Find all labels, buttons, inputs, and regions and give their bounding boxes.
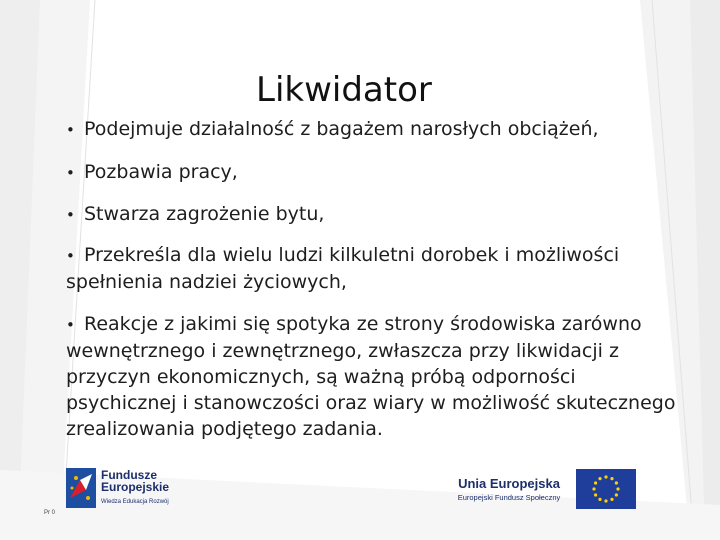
bullet-marker: •: [66, 316, 75, 334]
eu-star-icon: [592, 487, 595, 490]
eu-star-icon: [594, 481, 597, 484]
bullet-marker: •: [66, 247, 75, 265]
eu-star-icon: [610, 477, 613, 480]
page-number: Pr 0: [44, 510, 56, 516]
bullet-text: Pozbawia pracy,: [84, 161, 238, 183]
eu-star-icon: [604, 475, 607, 478]
fe-line1: Fundusze: [101, 468, 157, 482]
fundusze-europejskie-logo: [58, 462, 208, 512]
fe-line2: Europejskie: [101, 480, 170, 494]
bullet-list: [66, 116, 686, 442]
bullet-marker: •: [66, 164, 75, 182]
eu-star-icon: [615, 493, 618, 496]
slide-title: Likwidator: [256, 70, 432, 110]
eu-star-icon: [598, 477, 601, 480]
bullet-text: Reakcje z jakimi się spotyka ze strony środowiska zarówno wewnętrznego i zewnętrznego, zwłaszcza przy likwidacji z przyczyn ekonomicznych, są ważną próbą odporności psychicznej i stanowczości oraz wiary w możliwość skutecznego zrealizowania podjętego zadania.: [66, 313, 676, 440]
bullet-item: [66, 159, 686, 186]
bullet-item: [66, 311, 686, 442]
eu-star-icon: [598, 498, 601, 501]
bullet-text: Przekreśla dla wielu ludzi kilkuletni dorobek i możliwości spełnienia nadziei życiowych,: [66, 244, 620, 293]
eu-star-icon: [604, 499, 607, 502]
unia-europejska-logo-text: [446, 476, 572, 502]
footer-logos: [58, 462, 648, 514]
fundusze-europejskie-title: [101, 469, 169, 493]
ue-fund: Europejski Fundusz Społeczny: [457, 493, 561, 502]
eu-star-icon: [610, 498, 613, 501]
bullet-marker: •: [66, 121, 75, 139]
eu-star-icon: [594, 493, 597, 496]
bullet-item: [66, 201, 686, 228]
bullet-text: Stwarza zagrożenie bytu,: [84, 203, 325, 225]
eu-star-icon: [616, 487, 619, 490]
bullet-item: [66, 116, 686, 143]
ue-name: Unia Europejska: [458, 476, 560, 491]
fe-tagline: Wiedza Edukacja Rozwój: [101, 499, 169, 505]
eu-star-icon: [615, 481, 618, 484]
eu-flag-icon: [576, 469, 636, 509]
bullet-item: [66, 242, 686, 295]
bullet-text: Podejmuje działalność z bagażem narosłych obciążeń,: [84, 118, 599, 140]
fundusze-europejskie-mark-icon: [66, 468, 96, 508]
bullet-marker: •: [66, 206, 75, 224]
